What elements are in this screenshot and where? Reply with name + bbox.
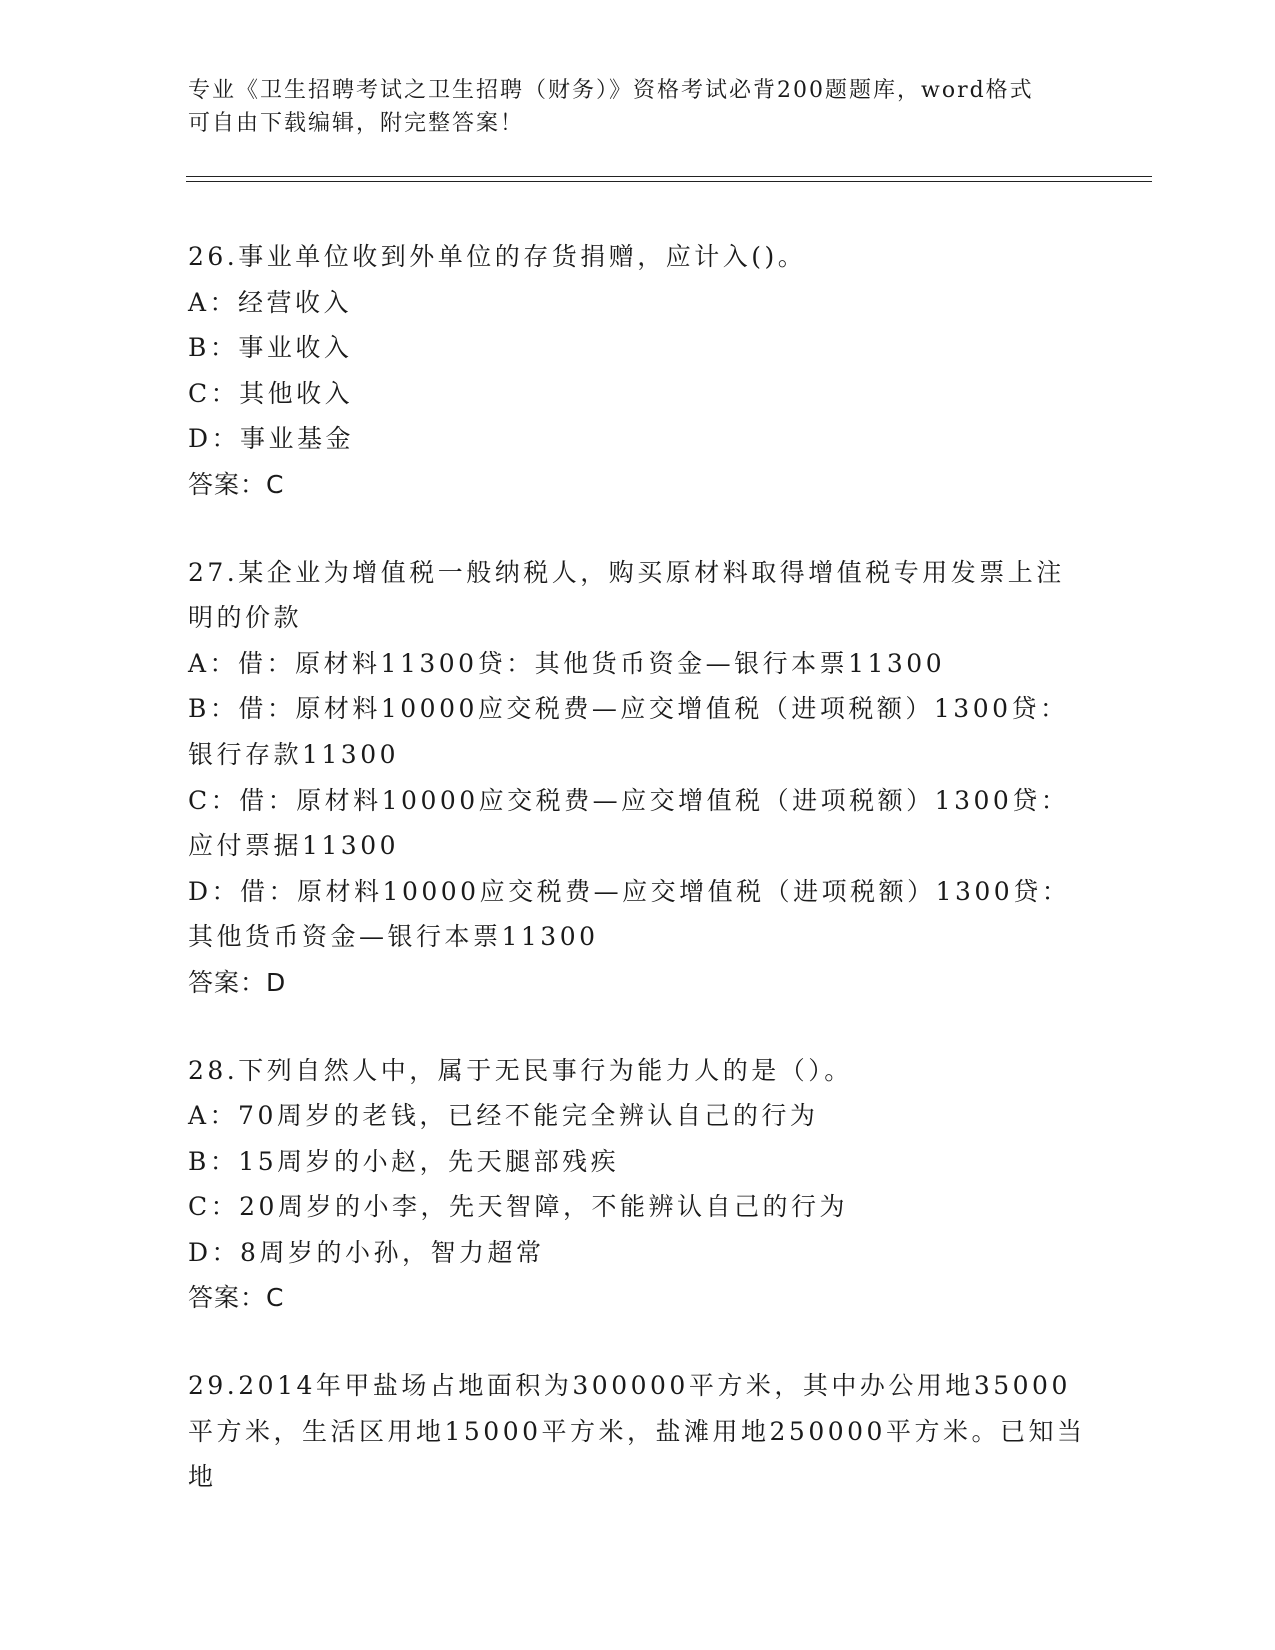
option-d: D：事业基金 xyxy=(188,424,355,454)
question-stem: 29.2014年甲盐场占地面积为300000平方米，其中办公用地35000平方米，生活区用地15000平方米，盐滩用地250000平方米。已知当地 xyxy=(188,1371,1086,1492)
question-list xyxy=(188,234,1088,1542)
answer: 答案：D xyxy=(188,967,287,997)
answer: 答案：C xyxy=(188,469,285,499)
option-d: D：8周岁的小孙，智力超常 xyxy=(188,1237,545,1267)
option-c: C：其他收入 xyxy=(188,378,354,408)
document-header xyxy=(188,74,1068,140)
header-line-1: 专业《卫生招聘考试之卫生招聘（财务）》资格考试必背200题题库，word格式 xyxy=(188,78,1034,103)
option-b: B：事业收入 xyxy=(188,333,353,363)
header-divider-bottom xyxy=(186,181,1152,182)
option-d: D：借：原材料10000应交税费—应交增值税（进项税额）1300贷：其他货币资金—银行本票11300 xyxy=(188,876,1071,952)
question-stem: 27.某企业为增值税一般纳税人，购买原材料取得增值税专用发票上注明的价款 xyxy=(188,557,1065,633)
header-divider-top xyxy=(186,176,1152,177)
question-28 xyxy=(188,1048,1088,1322)
option-a: A：70周岁的老钱，已经不能完全辨认自己的行为 xyxy=(188,1101,819,1131)
header-line-2: 可自由下载编辑，附完整答案！ xyxy=(188,111,525,136)
question-29 xyxy=(188,1363,1088,1500)
option-a: A：经营收入 xyxy=(188,287,353,317)
question-stem: 28.下列自然人中，属于无民事行为能力人的是（）。 xyxy=(188,1055,853,1085)
question-stem: 26.事业单位收到外单位的存货捐赠，应计入()。 xyxy=(188,242,807,271)
option-a: A：借：原材料11300贷：其他货币资金—银行本票11300 xyxy=(188,648,946,678)
question-26 xyxy=(188,234,1088,508)
answer: 答案：C xyxy=(188,1283,285,1313)
option-c: C：20周岁的小李，先天智障，不能辨认自己的行为 xyxy=(188,1192,848,1222)
option-b: B：15周岁的小赵，先天腿部残疾 xyxy=(188,1146,620,1176)
option-c: C：借：原材料10000应交税费—应交增值税（进项税额）1300贷：应付票据11300 xyxy=(188,785,1070,861)
option-b: B：借：原材料10000应交税费—应交增值税（进项税额）1300贷：银行存款11300 xyxy=(188,694,1069,769)
question-27 xyxy=(188,550,1088,1006)
